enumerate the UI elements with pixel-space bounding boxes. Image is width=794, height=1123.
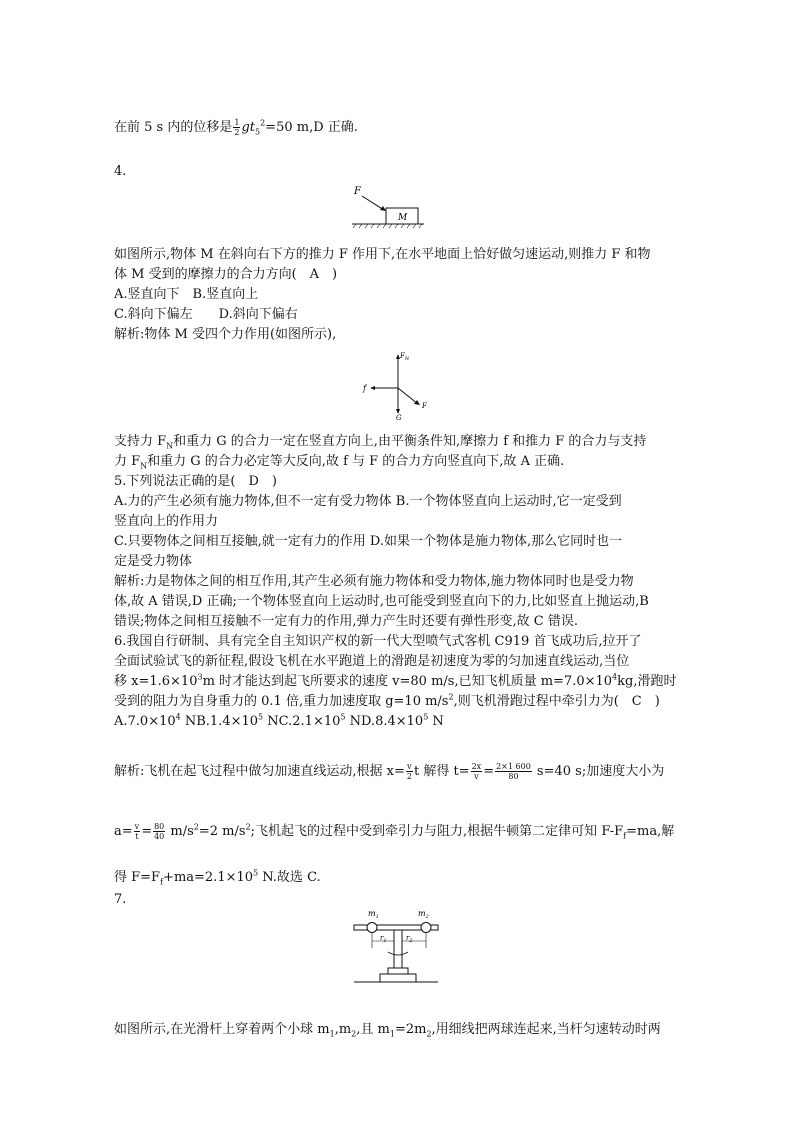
question-number-7: 7. bbox=[114, 892, 127, 907]
label-r1: r bbox=[380, 934, 384, 942]
figure-block-push bbox=[348, 182, 428, 232]
q4-explanation-3: 力 $F_N$和重力 G 的合力必定等大反向,故 f 与 F 的合力方向竖直向下,故 A 正确. bbox=[114, 454, 565, 471]
label-F: F bbox=[354, 186, 361, 197]
ground-hatch bbox=[353, 224, 422, 228]
label-m2: m bbox=[418, 909, 426, 918]
q4-stem-1: 如图所示,物体 M 在斜向右下方的推力 F 作用下,在水平地面上恰好做匀速运动,则推力 F 和物 bbox=[114, 247, 651, 262]
label-r2: r bbox=[406, 934, 410, 942]
label-M: M bbox=[398, 213, 408, 223]
q5-line-7: 体,故 A 错误,D 正确;一个物体竖直向上运动时,也可能受到竖直向下的力,比如竖直上抛运动,B bbox=[114, 594, 649, 609]
ball-m1 bbox=[367, 923, 377, 933]
q6-line-4: 受到的阻力为自身重力的 0.1 倍,重力加速度取 g=10 $m/s^2$,则飞机滑跑过程中牵引力为( C ) bbox=[114, 692, 660, 709]
q4-options-ab: A.竖直向下 B.竖直向上 bbox=[114, 287, 259, 302]
svg-text:m1: $m_1$ bbox=[368, 909, 379, 920]
svg-text:FN: $F_N$ bbox=[400, 352, 410, 362]
q6-explanation-2: a= $\frac{v}{t}$ = $\frac{80}{40}$ $m/s^2=2$ $m/s^2$;飞机起飞的过程中受到牵引力与阻力,根据牛顿第二定律可知 $F-F_f=ma$,解 bbox=[114, 822, 675, 841]
q6-line-3: 移 $x=1.6\times 10^3m$ 时才能达到起飞所要求的速度 v=80 m/s,已知飞机质量 $m=7.0\times 10^4kg$,滑跑时 bbox=[114, 672, 677, 689]
q5-line-4: C.只要物体之间相互接触,就一定有力的作用 D.如果一个物体是施力物体,那么它同时也一 bbox=[114, 534, 623, 549]
label-g: G bbox=[396, 414, 402, 420]
ball-m2 bbox=[421, 923, 431, 933]
figure-force-diagram bbox=[360, 348, 440, 420]
q5-line-3: 竖直向上的作用力 bbox=[114, 514, 219, 529]
line-q3-tail: 在前 5 s 内的位移是 $\frac{1}{2}$ $gt_5^2=50$ m,D 正确. bbox=[114, 118, 358, 137]
q4-explanation-2: 支持力 $F_N$和重力 G 的合力一定在竖直方向上,由平衡条件知,摩擦力 f 和推力 F 的合力与支持 bbox=[114, 434, 647, 451]
q6-line-1: 6.我国自行研制、具有完全自主知识产权的新一代大型喷气式客机 C919 首飞成功后,拉开了 bbox=[114, 634, 642, 649]
q4-stem-2: 体 M 受到的摩擦力的合力方向( A ) bbox=[114, 267, 338, 282]
svg-text:r1: $r_1$ bbox=[380, 934, 387, 944]
svg-text:m2: $m_2$ bbox=[418, 909, 429, 920]
fraction: $\frac{1}{2}$ bbox=[234, 118, 240, 137]
q5-line-8: 错误;物体之间相互接触不一定有力的作用,弹力产生时还要有弹性形变,故 C 错误. bbox=[114, 614, 578, 629]
q6-line-2: 全面试验试飞的新征程,假设飞机在水平跑道上的滑跑是初速度为零的匀加速直线运动,当位 bbox=[114, 654, 630, 669]
svg-text:r2: $r_2$ bbox=[406, 934, 413, 944]
arrow-push bbox=[414, 400, 420, 405]
base-bottom bbox=[380, 974, 416, 982]
push-line bbox=[398, 388, 418, 404]
q5-line-2: A.力的产生必须有施力物体,但不一定有受力物体 B.一个物体竖直向上运动时,它一定受到 bbox=[114, 494, 622, 509]
q7-stem: 如图所示,在光滑杆上穿着两个小球 $m_1,m_2$,且 $m_1=2m_2$,用细线把两球连起来,当杆匀速转动时两 bbox=[114, 1022, 661, 1039]
label-push-f: F bbox=[422, 402, 427, 410]
q5-stem: 5.下列说法正确的是( D ) bbox=[114, 474, 277, 489]
q6-options: $A.7.0\times 10^4$ $NB.1.4\times 10^5$ $NC.2.1\times 10^5$ $ND.8.4\times 10^5$ N bbox=[114, 712, 444, 729]
figure-rotating-rod bbox=[350, 908, 442, 988]
label-f: f bbox=[363, 384, 366, 393]
q5-line-6: 解析:力是物体之间的相互作用,其产生必须有施力物体和受力物体,施力物体同时也是受力物 bbox=[114, 574, 634, 589]
base-top bbox=[388, 968, 408, 974]
q6-explanation-3: 得 $F=F_f+ma=2.1\times 10^5$ N.故选 C. bbox=[114, 868, 321, 887]
q4-explanation-1: 解析:物体 M 受四个力作用(如图所示), bbox=[114, 327, 337, 342]
label-fn: F bbox=[400, 352, 405, 360]
text: 在前 5 s 内的位移是 bbox=[114, 120, 233, 135]
axle bbox=[394, 930, 402, 968]
q6-explanation-1: 解析:飞机在起飞过程中做匀加速直线运动,根据 x= $\frac{v}{2}$ t 解得 t= $\frac{2x}{v}$ = $\frac{2\times 1 600}{80}$ s=40 s;加速度大小为 bbox=[114, 762, 665, 781]
q4-options-cd: C.斜向下偏左 D.斜向下偏右 bbox=[114, 307, 298, 322]
q5-line-5: 定是受力物体 bbox=[114, 554, 193, 569]
question-number-4: 4. bbox=[114, 164, 127, 179]
label-m1: m bbox=[368, 909, 376, 918]
arrow-f bbox=[370, 386, 375, 390]
force-arrow bbox=[362, 196, 384, 210]
